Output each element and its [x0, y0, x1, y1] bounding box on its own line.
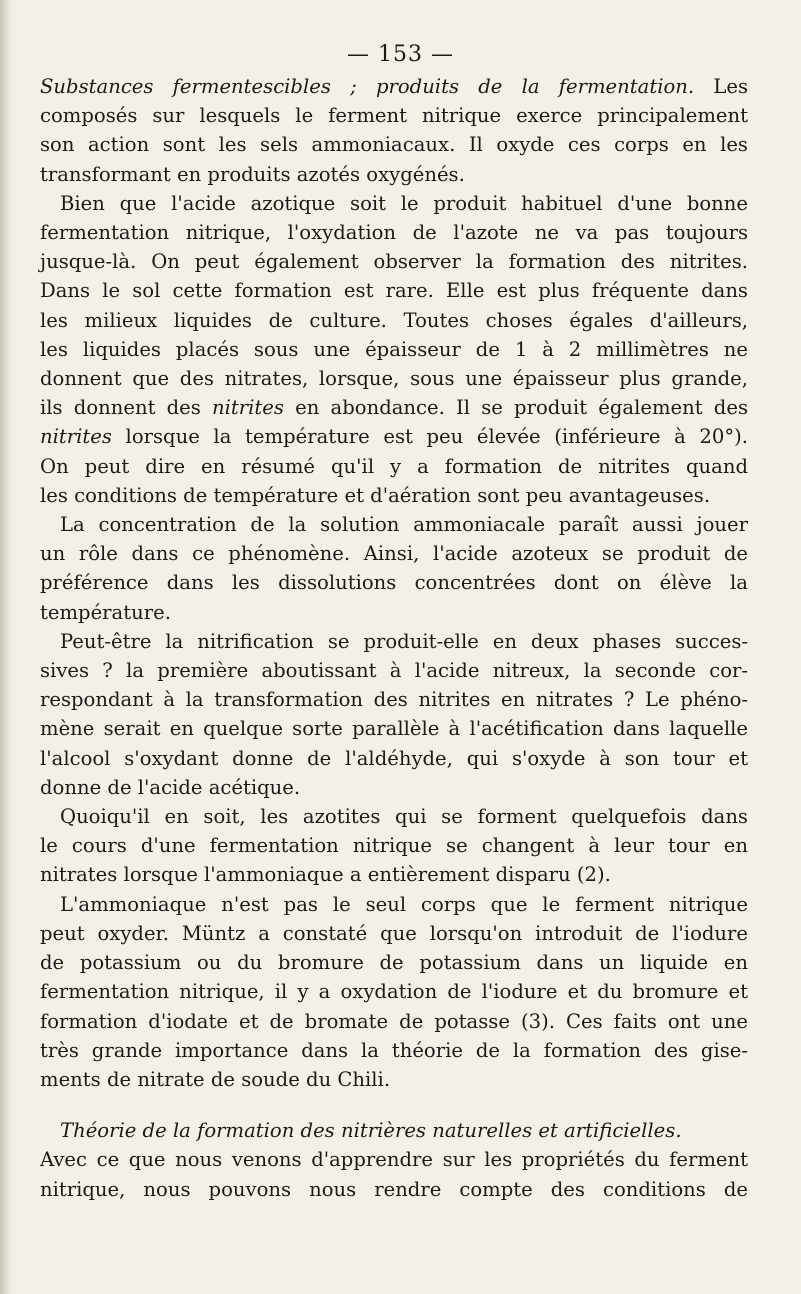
text-line: donne de l'acide acétique. [40, 775, 301, 799]
text-line: transformant en produits azotés oxygénés. [40, 162, 465, 186]
section-heading: Théorie de la formation des nitrières naturelles et artificielles. [60, 1119, 682, 1143]
emphasis: nitrites [212, 396, 284, 420]
body-text [40, 72, 748, 1204]
page-edge [0, 0, 12, 1294]
text-line: Substances fermentescibles ; produits de la fermentation. Les [40, 75, 749, 98]
text-line: préférence dans les dissolutions concentrées dont on élève la [40, 571, 748, 595]
text-line: nitrique, nous pouvons nous rendre compte des conditions de [40, 1177, 748, 1201]
emphasis: nitrites [40, 425, 112, 449]
text-line: Avec ce que nous venons d'apprendre sur les propriétés du ferment [40, 1148, 748, 1172]
text-line: le cours d'une fermentation nitrique se changent à leur tour en [40, 834, 748, 858]
text-line: fermentation nitrique, l'oxydation de l'azote ne va pas toujours [40, 221, 748, 245]
text-line: les conditions de température et d'aération sont peu avantageuses. [40, 483, 711, 507]
text-line: les liquides placés sous une épaisseur de 1 à 2 millimètres ne [40, 337, 748, 361]
section-gap [40, 1094, 748, 1116]
text-line: mène serait en quelque sorte parallèle à l'acétification dans laquelle [40, 717, 748, 741]
page-number: — 153 — [347, 42, 454, 67]
text-line: son action sont les sels ammoniacaux. Il oxyde ces corps en les [40, 133, 748, 157]
text-line: nitrites lorsque la température est peu élevée (inférieure à 20°). [40, 425, 748, 449]
text-line: Peut-être la nitrification se produit-elle en deux phases succes- [60, 629, 748, 653]
text-line: respondant à la transformation des nitrites en nitrates ? Le phéno- [40, 688, 748, 712]
text-line: Dans le sol cette formation est rare. Elle est plus fréquente dans [40, 279, 748, 303]
text-line: peut oxyder. Müntz a constaté que lorsqu'on introduit de l'iodure [40, 921, 748, 945]
text-line: nitrates lorsque l'ammoniaque a entièrement disparu (2). [40, 863, 611, 887]
text-line: de potassium ou du bromure de potassium dans un liquide en [40, 951, 748, 975]
italic-heading: Substances fermentescibles ; produits de la fermentation. [40, 75, 695, 98]
text-line: Bien que l'acide azotique soit le produit habituel d'une bonne [60, 191, 748, 215]
text-line: ments de nitrate de soude du Chili. [40, 1067, 391, 1091]
text-line: L'ammoniaque n'est pas le seul corps que le ferment nitrique [60, 892, 748, 916]
text-line: On peut dire en résumé qu'il y a formation de nitrites quand [40, 454, 748, 478]
text-line: très grande importance dans la théorie de la formation des gise- [40, 1038, 748, 1062]
text-line: formation d'iodate et de bromate de potasse (3). Ces faits ont une [40, 1009, 748, 1033]
text-line: température. [40, 600, 171, 624]
text-line: donnent que des nitrates, lorsque, sous une épaisseur plus grande, [40, 367, 748, 391]
text-line: Quoiqu'il en soit, les azotites qui se forment quelquefois dans [60, 805, 748, 829]
text-line: composés sur lesquels le ferment nitrique exerce principalement [40, 104, 748, 128]
text-line: La concentration de la solution ammoniacale paraît aussi jouer [60, 513, 748, 537]
text-line: sives ? la première aboutissant à l'acide nitreux, la seconde cor- [40, 659, 748, 683]
text-line: les milieux liquides de culture. Toutes choses égales d'ailleurs, [40, 308, 748, 332]
text-line: un rôle dans ce phénomène. Ainsi, l'acide azoteux se produit de [40, 542, 748, 566]
text-line: ils donnent des nitrites en abondance. Il se produit également des [40, 396, 748, 420]
text-line: l'alcool s'oxydant donne de l'aldéhyde, qui s'oxyde à son tour et [40, 746, 748, 770]
text-line: jusque-là. On peut également observer la formation des nitrites. [40, 250, 748, 274]
text-line: fermentation nitrique, il y a oxydation de l'iodure et du bromure et [40, 980, 748, 1004]
